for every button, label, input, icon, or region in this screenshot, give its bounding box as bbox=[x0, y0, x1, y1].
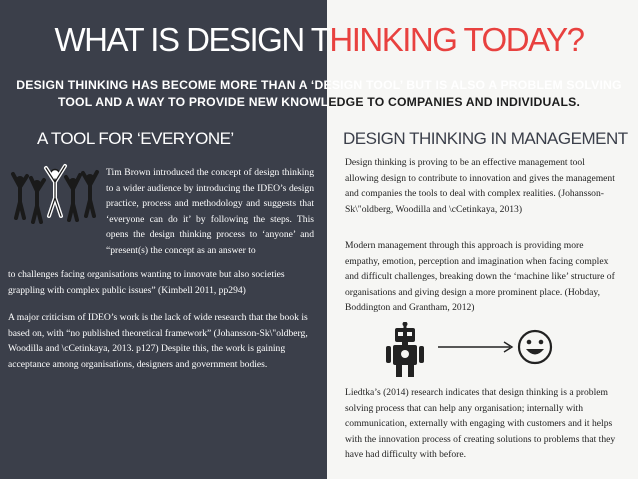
title-part-white: WHAT IS DESIGN T bbox=[54, 21, 330, 58]
title-part-red: HINKING TODAY? bbox=[329, 21, 584, 58]
subtitle-line-2-dark: EDGE TO COMPANIES AND INDIVIDUALS. bbox=[328, 95, 581, 109]
right-paragraph-1: Design thinking is proving to be an effective management tool allowing design to contribute to innovation and gives the management and companies the tools to deal with complex realities. (Johansson-Sk\"oldberg, Woodilla and \cCetinkaya, 2013) bbox=[345, 157, 615, 215]
smiley-icon bbox=[515, 327, 555, 367]
left-paragraph-3: A major criticism of IDEO’s work is the lack of wide research that the book is based on, with “no published theoretical framework” (Johansson-Sk\"oldberg, Woodilla and \cCetinkaya, 2013. p127) Despite this, the work is gaining acceptance among organisations, designers and government bodies. bbox=[8, 312, 308, 370]
left-heading: A TOOL FOR ‘EVERYONE’ bbox=[37, 129, 234, 148]
slide-title bbox=[0, 20, 638, 60]
left-paragraph-2: to challenges facing organisations wanting to innovate but also societies grappling with complex public issues” (Kimbell 2011, pp294) bbox=[8, 269, 285, 296]
right-paragraph-2: Modern management through this approach is providing more empathy, emotion, perception and imagination when facing complex and difficult challenges, breaking down the ‘machine like’ structure of organisations and giving design a more prominent place. (Hobday, Boddington and Grantham, 2012) bbox=[345, 240, 615, 314]
arrow-right-icon bbox=[436, 340, 516, 354]
left-paragraph-1: Tim Brown introduced the concept of design thinking to a wider audience by introducing the IDEO’s design practice, process and methodology and suggests that ‘everyone can do it’ by following the steps. This opens the design thinking process to ‘anyone’ and “present(s) the concept as an answer to bbox=[106, 167, 314, 256]
subtitle-line-1: DESIGN THINKING HAS BECOME MORE THAN A ‘DESIGN TOOL’ BUT IS ALSO A PROBLEM SOLVING bbox=[16, 78, 622, 92]
right-paragraph-3: Liedtka’s (2014) research indicates that design thinking is a problem solving process that can help any organisation; internally with communication, externally with engaging with customers and it helps with the innovation process of creating solutions to problems that they have had difficulty with before. bbox=[345, 387, 616, 461]
robot-icon bbox=[385, 322, 425, 378]
slide-subtitle bbox=[10, 77, 628, 111]
subtitle-line-2-light: TOOL AND A WAY TO PROVIDE NEW KNOWL bbox=[57, 95, 329, 109]
subtitle-line-2 bbox=[10, 94, 628, 111]
crowd-cheering-icon bbox=[10, 160, 100, 226]
right-heading: DESIGN THINKING IN MANAGEMENT bbox=[343, 129, 628, 148]
